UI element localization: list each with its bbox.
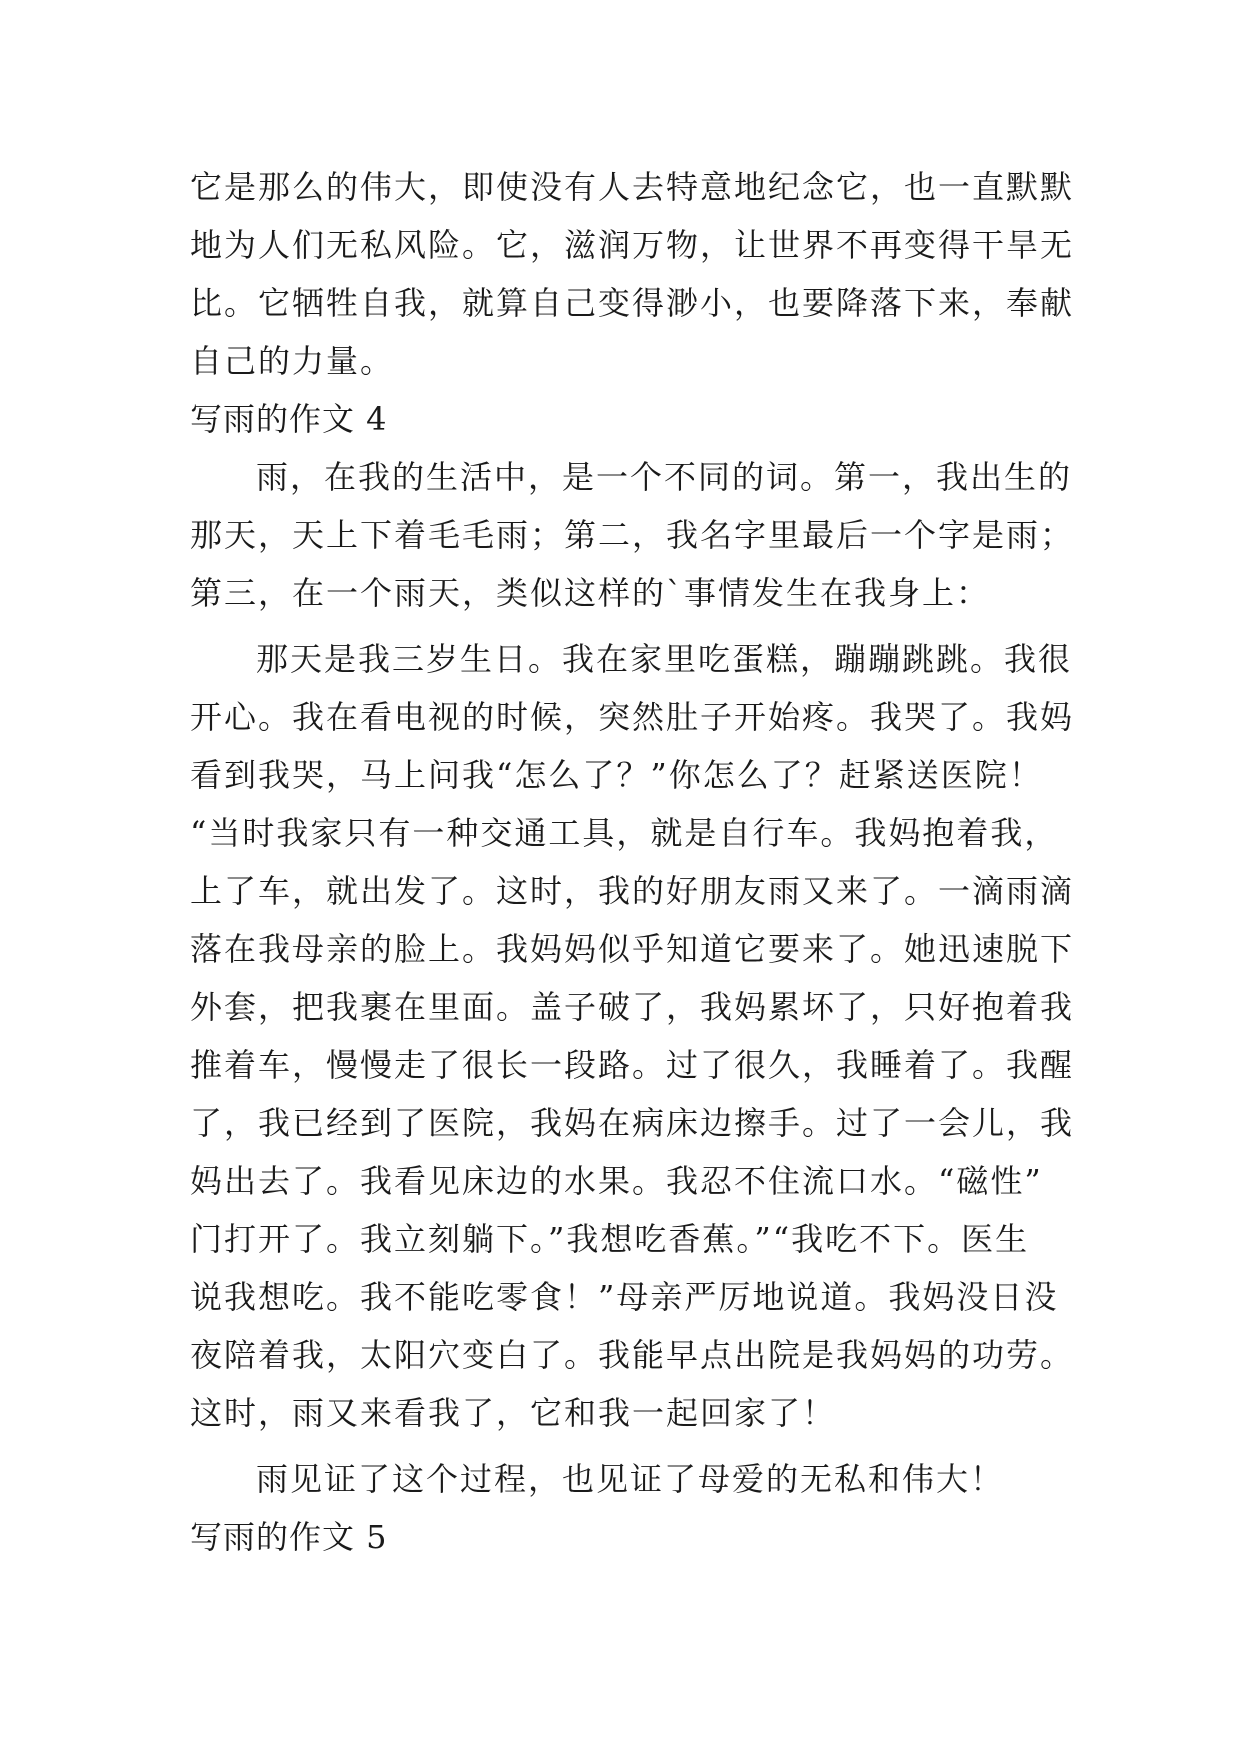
paragraph-gap: [190, 622, 1060, 630]
text-line: 了，我已经到了医院，我妈在病床边擦手。过了一会儿，我: [190, 1104, 1075, 1142]
text-line: 自己的力量。: [190, 342, 395, 380]
essay-5-heading: 写雨的作文 5: [190, 1518, 388, 1556]
text-line: 雨，在我的生活中，是一个不同的词。第一，我出生的: [256, 458, 1073, 496]
essay-4-paragraph-3: [190, 1450, 1060, 1508]
paragraph-gap: [190, 1442, 1060, 1450]
text-line: 门打开了。我立刻躺下。”我想吃香蕉。”“我吃不下。医生: [190, 1220, 1030, 1258]
text-line: 比。它牺牲自我，就算自己变得渺小，也要降落下来，奉献: [190, 284, 1075, 322]
text-line: 说我想吃。我不能吃零食！”母亲严厉地说道。我妈没日没: [190, 1278, 1059, 1316]
text-line: 开心。我在看电视的时候，突然肚子开始疼。我哭了。我妈: [190, 698, 1075, 736]
text-line: 地为人们无私风险。它，滋润万物，让世界不再变得干旱无: [190, 226, 1075, 264]
text-line: 外套，把我裹在里面。盖子破了，我妈累坏了，只好抱着我: [190, 988, 1075, 1026]
essay-4-paragraph-1: [190, 448, 1075, 622]
text-line: 推着车，慢慢走了很长一段路。过了很久，我睡着了。我醒: [190, 1046, 1075, 1084]
text-line: 妈出去了。我看见床边的水果。我忍不住流口水。“磁性”: [190, 1162, 1043, 1200]
text-line: “当时我家只有一种交通工具，就是自行车。我妈抱着我，: [190, 814, 1059, 852]
text-line: 第三，在一个雨天，类似这样的`事情发生在我身上：: [190, 574, 991, 612]
text-line: 这时，雨又来看我了，它和我一起回家了！: [190, 1394, 837, 1432]
text-line: 看到我哭，马上问我“怎么了？”你怎么了？赶紧送医院！: [190, 756, 1043, 794]
document-body: [190, 158, 1075, 1566]
paragraph-intro-end: [190, 158, 1075, 390]
text-line: 上了车，就出发了。这时，我的好朋友雨又来了。一滴雨滴: [190, 872, 1075, 910]
text-line: 雨见证了这个过程，也见证了母爱的无私和伟大！: [256, 1460, 1005, 1498]
essay-4-heading: 写雨的作文 4: [190, 400, 388, 438]
essay-4-paragraph-2: [190, 630, 1075, 1442]
text-line: 那天是我三岁生日。我在家里吃蛋糕，蹦蹦跳跳。我很: [256, 640, 1073, 678]
text-line: 落在我母亲的脸上。我妈妈似乎知道它要来了。她迅速脱下: [190, 930, 1075, 968]
text-line: 夜陪着我，太阳穴变白了。我能早点出院是我妈妈的功劳。: [190, 1336, 1075, 1374]
text-line: 那天，天上下着毛毛雨；第二，我名字里最后一个字是雨；: [190, 516, 1075, 554]
text-line: 它是那么的伟大，即使没有人去特意地纪念它，也一直默默: [190, 168, 1075, 206]
